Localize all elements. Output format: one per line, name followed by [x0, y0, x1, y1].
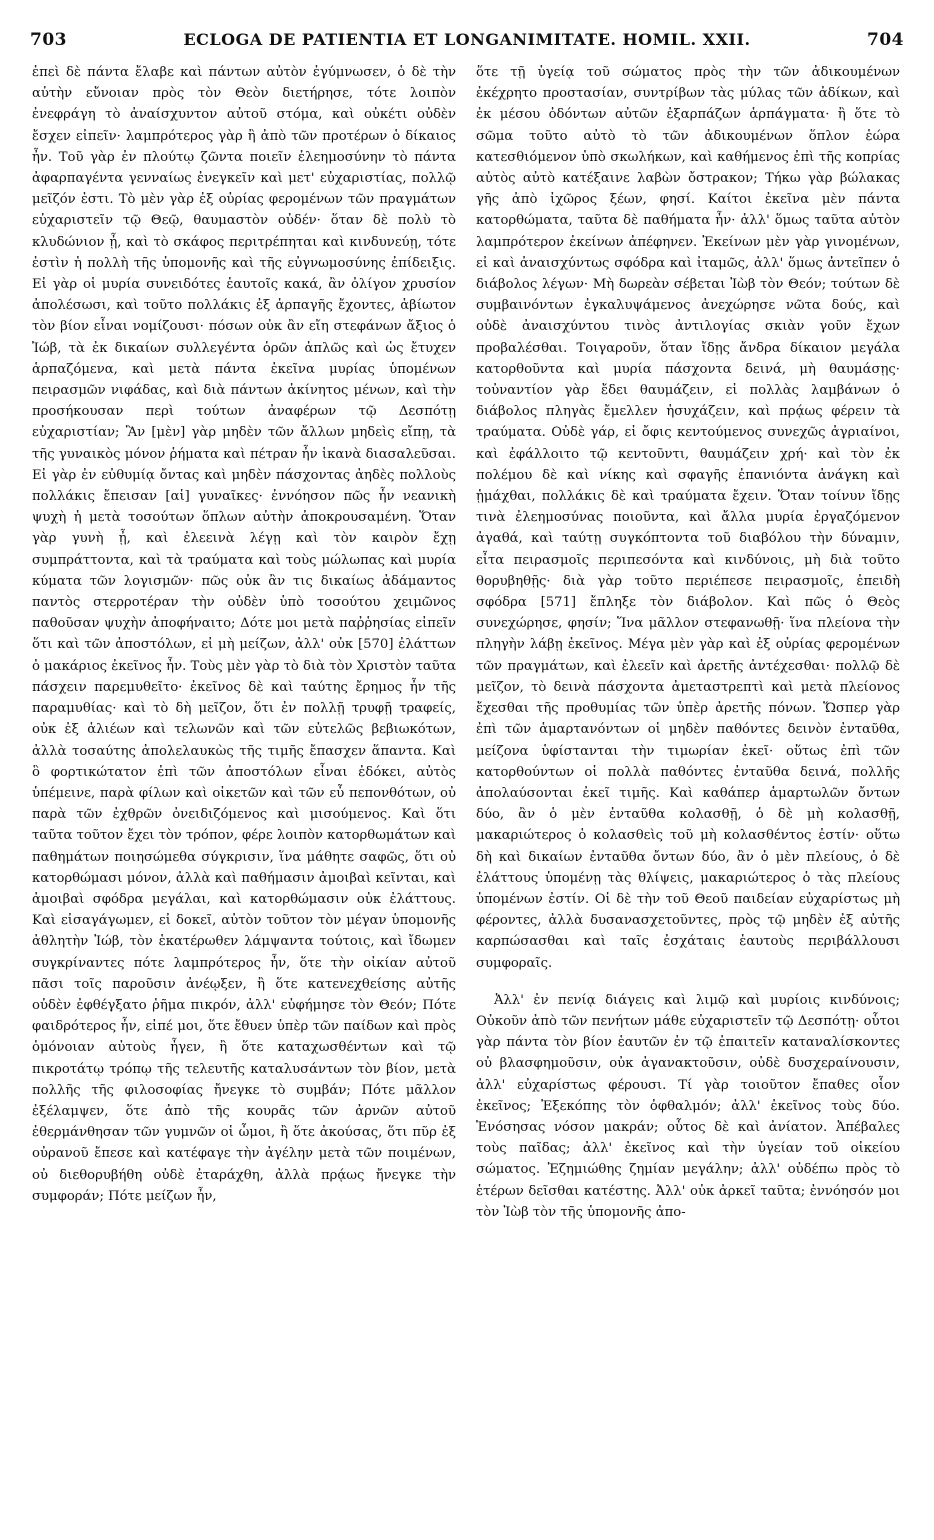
- right-column-paragraph-2: Ἀλλ' ἐν πενίᾳ διάγεις καὶ λιμῷ καὶ μυρίοις κινδύνοις; Οὐκοῦν ἀπὸ τῶν πενήτων μάθε εὐχαριστεῖν τῷ Δεσπότῃ· οὗτοι γὰρ πάντα τὸν βίον ἑαυτῶν ἐν τῷ ἐπαιτεῖν καταναλίσκοντες οὐ βλασφημοῦσιν, οὐκ ἀγανακτοῦσιν, οὐδὲ δυσχεραίνουσιν, ἀλλ' εὐχαρίστως φέρουσι. Τί γὰρ τοιοῦτον ἔπαθες οἷον ἐκεῖνος; Ἐξεκόπης τὸν ὀφθαλμόν; ἀλλ' ἐκεῖνος τοὺς δύο. Ἐνόσησας νόσον μακράν; οὗτος δὲ καὶ ἀνίατον. Ἀπέβαλες τοὺς παῖδας; ἀλλ' ἐκεῖνος καὶ τὴν ὑγείαν τοῦ οἰκείου σώματος. Ἐζημιώθης ζημίαν μεγάλην; ἀλλ' οὐδέπω πρὸς τὸ ἑτέρων δεῖσθαι κατέστης. Ἀλλ' οὐκ ἀρκεῖ ταῦτα; ἐννόησόν μοι τὸν Ἰὼβ τὸν τῆς ὑπομονῆς ἀπο-: [476, 992, 900, 1220]
- left-column-paragraph: ἐπεὶ δὲ πάντα ἔλαβε καὶ πάντων αὐτὸν ἐγύμνωσεν, ὁ δὲ τὴν αὐτὴν εὔνοιαν πρὸς τὸν Θεὸν διετήρησε, τότε λοιπὸν ἐνεφράγη τὸ ἀναίσχυντον αὐτοῦ στόμα, καὶ οὐκέτι οὐδὲν ἔσχεν εἰπεῖν· λαμπρότερος γὰρ ἢ ἀπὸ τῶν προτέρων ὁ δίκαιος ἦν. Τοῦ γὰρ ἐν πλούτῳ ζῶντα ποιεῖν ἐλεημοσύνην τὸ πάντα ἀφαρπαγέντα γενναίως ἐνεγκεῖν καὶ μετ' εὐχαριστίας, πολλῷ μεῖζόν ἐστι. Τὸ μὲν γὰρ ἐξ οὐρίας φερομένων τῶν πραγμάτων εὐχαριστεῖν τῷ Θεῷ, θαυμαστὸν οὐδέν· ὅταν δὲ πολὺ τὸ κλυδώνιον ᾖ, καὶ τὸ σκάφος περιτρέπηται καὶ κινδυνεύῃ, τότε ἐστὶν ἡ πολλὴ τῆς ὑπομονῆς καὶ τῆς εὐγνωμοσύνης ἐπίδειξις. Εἰ γὰρ οἱ μυρία συνειδότες ἑαυτοῖς κακά, ἂν ὀλίγον χρυσίον ἀπολέσωσι, καὶ τοῦτο πολλάκις ἐξ ἁρπαγῆς ἔχοντες, ἀβίωτον τὸν βίον εἶναι νομίζουσι· πόσων οὐκ ἂν εἴη στεφάνων ἄξιος ὁ Ἰώβ, τὰ ἐκ δικαίων συλλεγέντα ὁρῶν ἁπλῶς καὶ ὡς ἔτυχεν ἁρπαζόμενα, καὶ μετὰ πάντα ἐκεῖνα μυρίας ὑπομένων πειρασμῶν νιφάδας, καὶ διὰ πάντων ἀκίνητος μένων, καὶ τὴν προσήκουσαν περὶ τούτων ἀναφέρων τῷ Δεσπότῃ εὐχαριστίαν; Ἂν [μὲν] γὰρ μηδὲν τῶν ἄλλων μηδεὶς εἴπῃ, τὰ τῆς γυναικὸς μόνον ῥήματα καὶ πέτραν ἦν ἱκανὰ διασαλεῦσαι. Εἰ γὰρ ἐν εὐθυμίᾳ ὄντας καὶ μηδὲν πάσχοντας ἀηδὲς πολλοὺς πολλάκις ἔπεισαν [αἱ] γυναῖκες· ἐννόησον πῶς ἦν νεανικὴ ψυχὴ ἡ μετὰ τοσούτων ὅπλων αὐτὴν ἀποκρουσαμένη. Ὅταν γὰρ γυνὴ ᾖ, καὶ ἐλεεινὰ λέγῃ καὶ τὸν καιρὸν ἔχῃ συμπράττοντα, καὶ τὰ τραύματα καὶ τοὺς μώλωπας καὶ μυρία κύματα τῶν λογισμῶν· πῶς οὐκ ἂν τις δικαίως ἀδάμαντος παντὸς στερροτέραν τὴν οὐδὲν ὑπὸ τοσούτου χειμῶνος παθοῦσαν ψυχὴν ἀποφήναιτο; Δότε μοι μετὰ παῤῥησίας εἰπεῖν ὅτι καὶ τῶν ἀποστόλων, εἰ μὴ μείζων, ἀλλ' οὐκ [570] ἐλάττων ὁ μακάριος ἐκεῖνος ἦν. Τοὺς μὲν γὰρ τὸ διὰ τὸν Χριστὸν ταῦτα πάσχειν παρεμυθεῖτο· ἐκεῖνος δὲ καὶ ταύτης ἔρημος ἦν τῆς παραμυθίας· καὶ τὸ δὴ μεῖζον, ὅτι ἐν πολλῇ τρυφῇ τραφείς, οὐκ ἐξ ἁλιέων καὶ τελωνῶν καὶ τῶν εὐτελῶς βεβιωκότων, ἀλλὰ τοσαύτης ἀπολελαυκὼς τῆς τιμῆς ἔπασχεν ἅπαντα. Καὶ ὃ φορτικώτατον ἐπὶ τῶν ἀποστόλων εἶναι ἐδόκει, αὐτὸς ὑπέμεινε, παρὰ φίλων καὶ οἰκετῶν καὶ τῶν εὖ πεπονθότων, οὐ παρὰ τῶν ἐχθρῶν ὀνειδιζόμενος καὶ μισούμενος. Καὶ ὅτι ταῦτα τοῦτον ἔχει τὸν τρόπον, φέρε λοιπὸν κατορθωμάτων καὶ παθημάτων ποιησώμεθα σύγκρισιν, ἵνα μάθητε σαφῶς, ὅτι οὐ κατορθώμασι μόνον, ἀλλὰ καὶ παθήμασιν ἀμοιβαὶ κεῖνται, καὶ ἀμοιβαὶ σφόδρα μεγάλαι, καὶ κατορθώμασιν οὐκ ἐλάττους. Καὶ εἰσαγάγωμεν, εἰ δοκεῖ, αὐτὸν τοῦτον τὸν μέγαν ὑπομονῆς ἀθλητὴν Ἰώβ, τὸν ἑκατέρωθεν λάμψαντα τούτοις, καὶ ἴδωμεν συγκρίναντες πότε λαμπρότερος ἦν, ὅτε τὴν οἰκίαν αὐτοῦ πᾶσι τοῖς παροῦσιν ἀνέῳξεν, ἢ ὅτε κατενεχθείσης αὐτῆς οὐδὲν ἐφθέγξατο ῥῆμα πικρόν, ἀλλ' εὐφήμησε τὸν Θεόν; Πότε φαιδρότερος ἦν, εἰπέ μοι, ὅτε ἔθυεν ὑπὲρ τῶν παίδων καὶ πρὸς ὁμόνοιαν αὐτοὺς ἦγεν, ἢ ὅτε καταχωσθέντων καὶ τῷ πικροτάτῳ τρόπῳ τῆς τελευτῆς καταλυσάντων τὸν βίον, μετὰ πολλῆς τῆς φιλοσοφίας ἤνεγκε τὸ συμβάν; Πότε μᾶλλον ἐξέλαμψεν, ὅτε ἀπὸ τῆς κουρᾶς τῶν ἀρνῶν αὐτοῦ ἐθερμάνθησαν τῶν γυμνῶν οἱ ὦμοι, ἢ ὅτε ἀκούσας, ὅτι πῦρ ἐξ οὐρανοῦ ἔπεσε καὶ κατέφαγε τὴν ἀγέλην μετὰ τῶν ποιμένων, οὐ διεθορυβήθη οὐδὲ ἐταράχθη, ἀλλὰ πρᾴως ἤνεγκε τὴν συμφοράν; Πότε μείζων ἦν,: [32, 65, 457, 1204]
- page-number-right: 704: [867, 30, 904, 50]
- left-column: [32, 62, 456, 1207]
- page-number-left: 703: [30, 30, 67, 50]
- right-column-paragraph: ὅτε τῇ ὑγείᾳ τοῦ σώματος πρὸς τὴν τῶν ἀδικουμένων ἐκέχρητο προστασίαν, συντρίβων τὰς μύλας τῶν ἀδίκων, καὶ ἐκ μέσου ὀδόντων αὐτῶν ἐξαρπάζων ἁρπάγματα· ἢ ὅτε τὸ σῶμα τοῦτο αὐτὸ τὸ τῶν ἀδικουμένων ὅπλον ἑώρα κατεσθιόμενον ὑπὸ σκωλήκων, καὶ καθήμενος ἐπὶ τῆς κοπρίας αὐτὸς αὐτὸ κατέξαινε λαβὼν ὄστρακον; Τήκω γὰρ βώλακας γῆς ἀπὸ ἰχῶρος ξέων, φησί. Καίτοι ἐκεῖνα μὲν πάντα κατορθώματα, ταῦτα δὲ παθήματα ἦν· ἀλλ' ὅμως ταῦτα αὐτὸν λαμπρότερον ἐκείνων ἀπέφηνεν. Ἐκείνων μὲν γὰρ γινομένων, εἰ καὶ ἀναισχύντως σφόδρα καὶ ἰταμῶς, ἀλλ' ὅμως ἀντεῖπεν ὁ διάβολος λέγων· Μὴ δωρεὰν σέβεται Ἰὼβ τὸν Θεόν; τούτων δὲ συμβαινόντων ἐγκαλυψάμενος ἀνεχώρησε νῶτα δούς, καὶ οὐδὲ ἀναισχύντου τινὸς ἀντιλογίας σκιὰν γοῦν ἔχων προβαλέσθαι. Τοιγαροῦν, ὅταν ἴδῃς ἄνδρα δίκαιον μεγάλα κατορθοῦντα καὶ μυρία πάσχοντα δεινά, μὴ θαυμάσῃς· τοὐναντίον γὰρ ἔδει θαυμάζειν, εἰ πολλὰς λαμβάνων ὁ διάβολος πληγὰς ἔμελλεν ἡσυχάζειν, καὶ πρᾴως φέρειν τὰ τραύματα. Οὐδὲ γάρ, εἰ ὄφις κεντούμενος συνεχῶς ἀγριαίνοι, καὶ ἐφάλλοιτο τῷ κεντοῦντι, θαυμάζειν χρή· καὶ τὸν ἐκ πολέμου δὲ καὶ νίκης καὶ σφαγῆς ἐπανιόντα ἀνάγκη καὶ ᾑμάχθαι, πολλάκις δὲ καὶ τραύματα ἔχειν. Ὅταν τοίνυν ἴδῃς τινὰ ἐλεημοσύνας ποιοῦντα, καὶ ἄλλα μυρία ἐργαζόμενον ἀγαθά, καὶ ταύτῃ συγκόπτοντα τοῦ διαβόλου τὴν δύναμιν, εἶτα πειρασμοῖς περιπεσόντα καὶ κινδύνοις, μὴ διὰ τοῦτο θορυβηθῇς· διὰ γὰρ τοῦτο περιέπεσε πειρασμοῖς, ἐπειδὴ σφόδρα [571] ἔπληξε τὸν διάβολον. Καὶ πῶς ὁ Θεὸς συνεχώρησε, φησίν; Ἵνα μᾶλλον στεφανωθῇ· ἵνα πλείονα τὴν πληγὴν λάβῃ ἐκεῖνος. Μέγα μὲν γὰρ καὶ ἐξ οὐρίας φερομένων τῶν πραγμάτων, καὶ ἐλεεῖν καὶ ἀρετῆς ἀντέχεσθαι· πολλῷ δὲ μεῖζον, τὸ δεινὰ πάσχοντα ἀμεταστρεπτὶ καὶ μετὰ πλείονος ἔχεσθαι τῆς προθυμίας τῶν ὑπὲρ ἀρετῆς πόνων. Ὥσπερ γὰρ ἐπὶ τῶν ἁμαρτανόντων οἱ μηδὲν παθόντες δεινὸν ἐνταῦθα, μείζονα ὑφίστανται τὴν τιμωρίαν ἐκεῖ· οὕτως ἐπὶ τῶν κατορθούντων οἱ πολλὰ παθόντες ἐνταῦθα δεινά, πολλῆς ἀπολαύσονται ἐκεῖ τιμῆς. Καὶ καθάπερ ἁμαρτωλῶν ὄντων δύο, ἂν ὁ μὲν ἐνταῦθα κολασθῇ, ὁ δὲ μὴ κολασθῇ, μακαριώτερος ὁ κολασθεὶς τοῦ μὴ κολασθέντος ἐστίν· οὕτω δὴ καὶ δικαίων ἐνταῦθα ὄντων δύο, ἂν ὁ μὲν πλείους, ὁ δὲ ἐλάττους ὑπομένῃ τὰς θλίψεις, μακαριώτερος ὁ τὰς πλείους ὑπομένων ἐστίν. Οἱ δὲ τὴν τοῦ Θεοῦ παιδείαν εὐχαρίστως μὴ φέροντες, ἀλλὰ δυσανασχετοῦντες, πρὸς τῷ μηδὲν ἐξ αὐτῆς καρπώσασθαι καὶ ταῖς ἐσχάταις ἑαυτοὺς περιβάλλουσι συμφοραῖς.: [476, 65, 900, 971]
- running-title: ECLOGA DE PATIENTIA ET LONGANIMITATE. HOMIL. XXII.: [183, 30, 751, 49]
- page-header: [30, 30, 904, 56]
- right-column: [476, 62, 900, 1223]
